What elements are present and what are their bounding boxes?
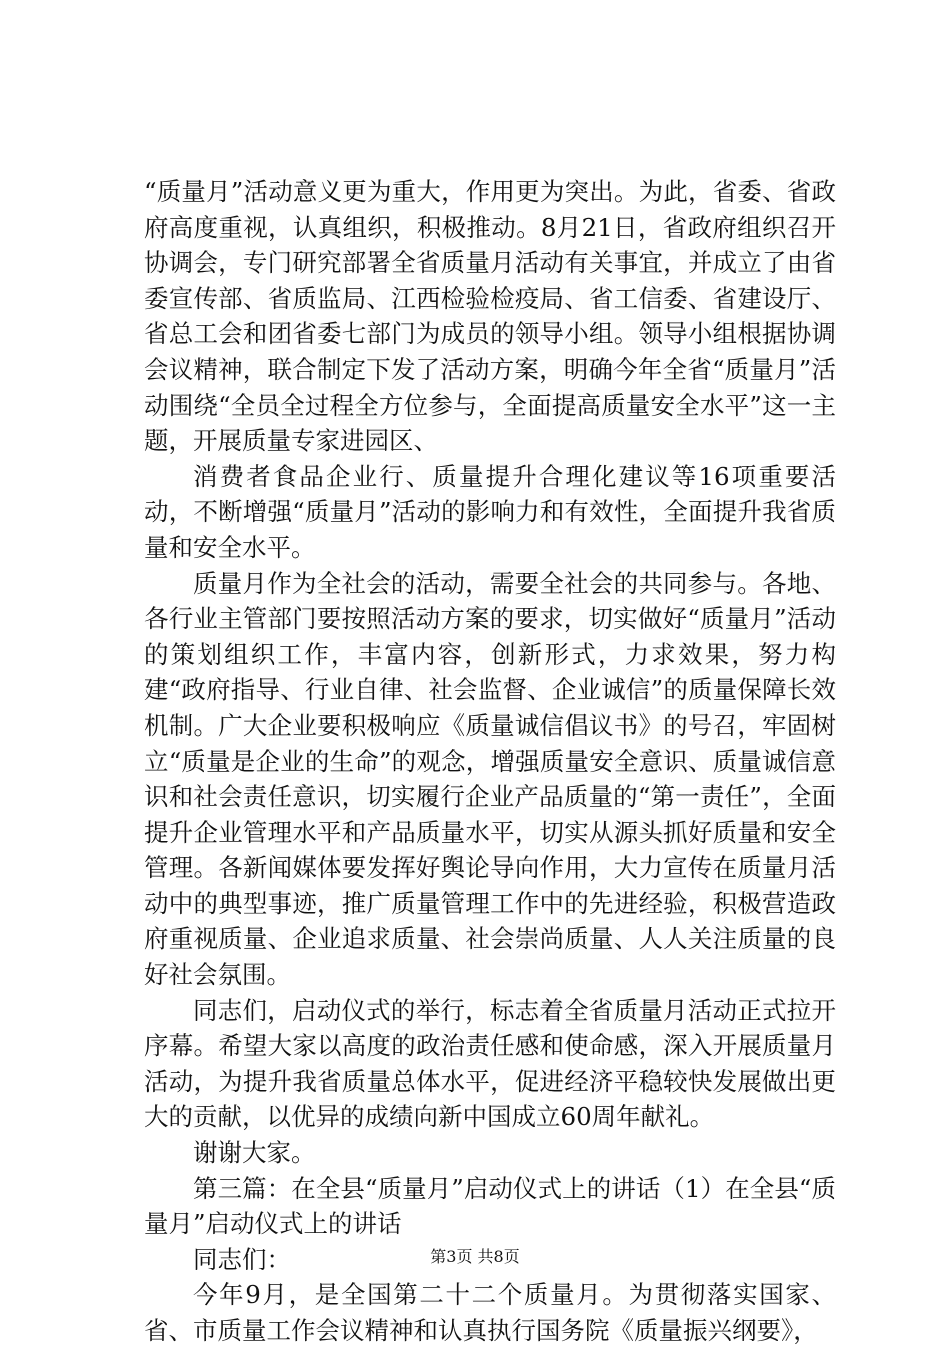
- paragraph-2: 消费者食品企业行、质量提升合理化建议等16项重要活动，不断增强“质量月”活动的影响力和有效性，全面提升我省质量和安全水平。: [144, 461, 836, 562]
- paragraph-3: 质量月作为全社会的活动，需要全社会的共同参与。各地、各行业主管部门要按照活动方案的要求，切实做好“质量月”活动的策划组织工作，丰富内容，创新形式，力求效果，努力构建“政府指导、行业自律、社会监督、企业诚信”的质量保障长效机制。广大企业要积极响应《质量诚信倡议书》的号召，牢固树立“质量是企业的生命”的观念，增强质量安全意识、质量诚信意识和社会责任意识，切实履行企业产品质量的“第一责任”，全面提升企业管理水平和产品质量水平，切实从源头抓好质量和安全管理。各新闻媒体要发挥好舆论导向作用，大力宣传在质量月活动中的典型事迹，推广质量管理工作中的先进经验，积极营造政府重视质量、企业追求质量、社会崇尚质量、人人关注质量的良好社会氛围。: [144, 568, 836, 990]
- paragraph-4: 同志们，启动仪式的举行，标志着全省质量月活动正式拉开序幕。希望大家以高度的政治责任感和使命感，深入开展质量月活动，为提升我省质量总体水平，促进经济平稳较快发展做出更大的贡献，以优异的成绩向新中国成立60周年献礼。: [144, 995, 836, 1132]
- paragraph-8: 今年9月，是全国第二十二个质量月。为贯彻落实国家、省、市质量工作会议精神和认真执行国务院《质量振兴纲要》，: [144, 1280, 836, 1345]
- paragraph-1: “质量月”活动意义更为重大，作用更为突出。为此，省委、省政府高度重视，认真组织，积极推动。8月21日，省政府组织召开协调会，专门研究部署全省质量月活动有关事宜，并成立了由省委宣传部、省质监局、江西检验检疫局、省工信委、省建设厅、省总工会和团省委七部门为成员的领导小组。领导小组根据协调会议精神，联合制定下发了活动方案，明确今年全省“质量月”活动围绕“全员全过程全方位参与，全面提高质量安全水平”这一主题，开展质量专家进园区、: [144, 177, 836, 456]
- document-body: [144, 174, 836, 1349]
- paragraph-5: 谢谢大家。: [193, 1138, 316, 1168]
- page-number-footer: 第3页 共8页: [430, 1247, 520, 1266]
- salutation: 同志们：: [193, 1244, 291, 1274]
- section-heading: 第三篇：在全县“质量月”启动仪式上的讲话（1）在全县“质量月”启动仪式上的讲话: [144, 1173, 836, 1239]
